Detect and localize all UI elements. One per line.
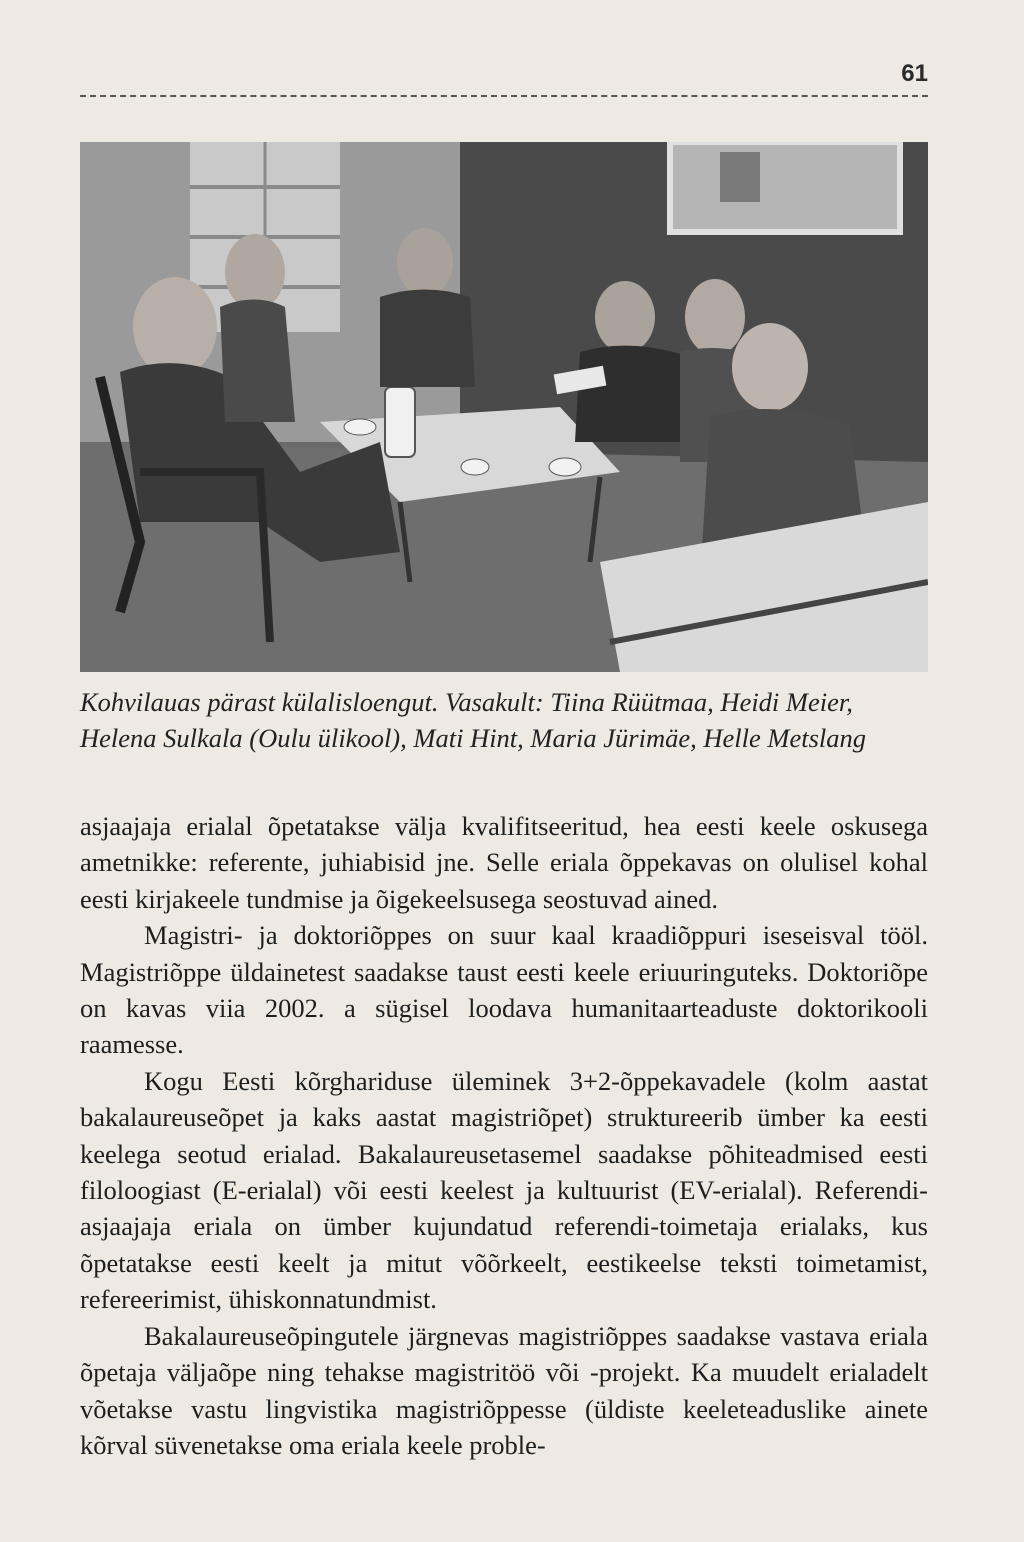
paragraph: Kogu Eesti kõrghariduse üleminek 3+2-õppekavadele (kolm aastat bakalaureuseõpet ja kaks aastat magistriõpet) struktureerib ümber ka eesti keelega seotud erialad. Bakalaureusetasemel saadakse põhiteadmised eesti filoloogiast (E-erialal) või eesti keelest ja kultuurist (EV-erialal). Referendi-asjaajaja eriala on ümber kujundatud referendi-toimetaja erialaks, kus õpetatakse eesti keelt ja mitut võõrkeelt, eestikeelse teksti toimetamist, refereerimist, ühiskonnatundmist. <box>80 1065 928 1315</box>
page-number: 61 <box>901 60 928 87</box>
paragraph: asjaajaja erialal õpetatakse välja kvalifitseeritud, hea eesti keele oskusega ametnikke: referente, juhiabisid jne. Selle eriala õppekavas on olulisel kohal eesti kirjakeele tundmise ja õigekeelsusega seostuvad ained. <box>80 811 928 914</box>
body-text <box>80 808 928 1463</box>
group-photo <box>80 142 928 672</box>
header-divider <box>80 95 928 97</box>
photo-icon <box>80 142 928 672</box>
paragraph: Magistri- ja doktoriõppes on suur kaal kraadiõppuri iseseisval tööl. Magistriõppe üldainetest saadakse taust eesti keele eriuuringuteks. Doktoriõpe on kavas viia 2002. a sügisel loodava humanitaarteaduste doktorikooli raamesse. <box>80 920 928 1060</box>
caption-line: Helena Sulkala (Oulu ülikool), Mati Hint, Maria Jürimäe, Helle Metslang <box>80 723 867 753</box>
caption-line: Kohvilauas pärast külalisloengut. Vasakult: Tiina Rüütmaa, Heidi Meier, <box>80 687 853 717</box>
photo-caption <box>80 684 928 756</box>
paragraph: Bakalaureuseõpingutele järgnevas magistriõppes saadakse vastava eriala õpetaja väljaõpe ning tehakse magistritöö või -projekt. Ka muudelt erialadelt võetakse vastu lingvistika magistriõppesse (üldiste keeleteaduslike ainete kõrval süvenetakse oma eriala keele proble- <box>80 1320 928 1460</box>
